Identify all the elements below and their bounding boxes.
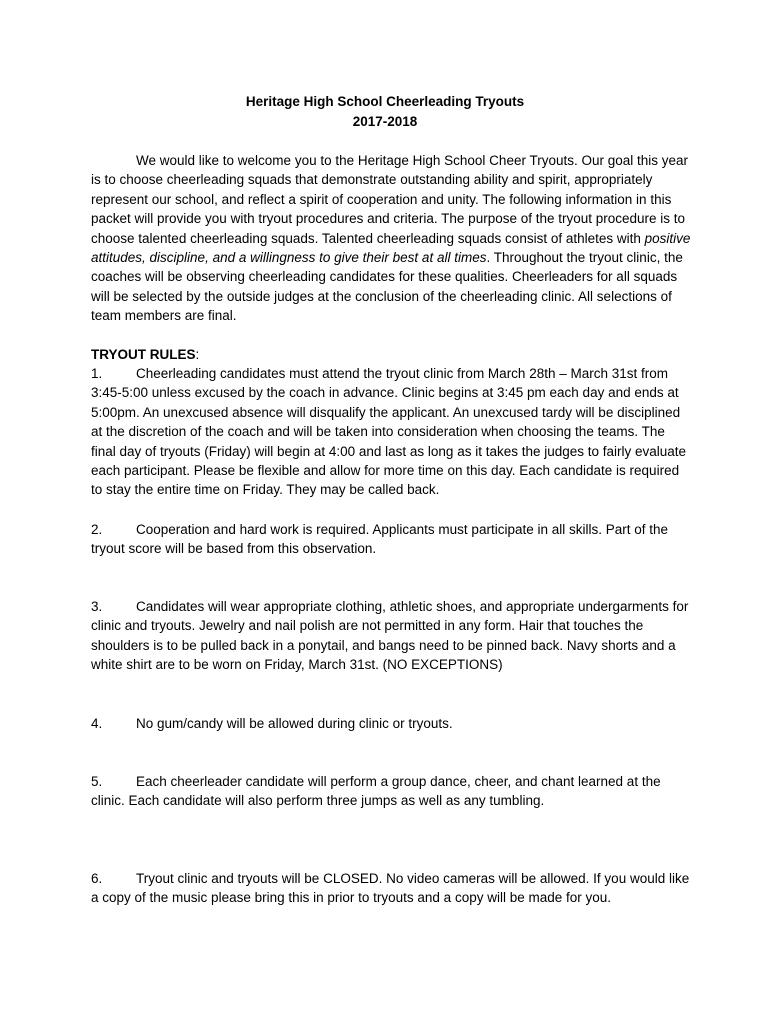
rule-text: Each cheerleader candidate will perform a group dance, cheer, and chant learned at the clinic. Each candidate will also perform three jumps as well as any tumbling. [91,774,661,809]
rules-heading [91,345,691,364]
rule-number: 4. [91,716,103,731]
rule-text: Cooperation and hard work is required. Applicants must participate in all skills. Part of the tryout score will be based from this observation. [91,522,669,557]
rule-number: 5. [91,774,103,789]
rule-item-3 [91,597,691,675]
intro-text-part1: We would like to welcome you to the Heritage High School Cheer Tryouts. Our goal this year is to choose cheerleading squads that demonstrate outstanding ability and spirit, appropriately represent our school, and reflect a spirit of cooperation and unity. The following information in this packet will provide you with tryout procedures and criteria. The purpose of the tryout procedure is to choose talented cheerleading squads. Talented cheerleading squads consist of athletes with [91,153,689,246]
rule-number: 6. [91,871,103,886]
rule-text: Tryout clinic and tryouts will be CLOSED. No video cameras will be allowed. If you would like a copy of the music please bring this in prior to tryouts and a copy will be made for you. [91,871,690,906]
rule-item-1 [91,364,691,500]
rule-number: 1. [91,366,103,381]
rule-number: 2. [91,522,103,537]
rule-text: Cheerleading candidates must attend the tryout clinic from March 28th – March 31st from 3:45-5:00 unless excused by the coach in advance. Clinic begins at 3:45 pm each day and ends at 5:00pm. An unexcused absence will disqualify the applicant. An unexcused tardy will be disciplined at the discretion of the coach and will be taken into consideration when choosing the teams. The final day of tryouts (Friday) will begin at 4:00 and last as long as it takes the judges to fairly evaluate each participant. Please be flexible and allow for more time on this day. Each candidate is required to stay the entire time on Friday. They may be called back. [91,366,687,498]
intro-text-italic: positive attitudes, discipline, and a willingness to give their best at all times [91,230,691,266]
rule-text: No gum/candy will be allowed during clinic or tryouts. [136,716,453,731]
rules-heading-text: TRYOUT RULES [91,347,196,362]
document-title: Heritage High School Cheerleading Tryouts [245,94,525,109]
rule-item-2 [91,520,691,559]
rules-heading-colon: : [195,347,200,362]
intro-text-part2: . Throughout the tryout clinic, the coaches will be observing cheerleading candidates for these qualities. Cheerleaders for all squads will be selected by the outside judges at the conclusion of the cheerleading clinic. All selections of team members are final. [91,250,683,324]
rule-item-4 [91,714,691,733]
rule-item-6 [91,869,691,908]
rule-item-5 [91,772,691,811]
rule-text: Candidates will wear appropriate clothing, athletic shoes, and appropriate undergarments for clinic and tryouts. Jewelry and nail polish are not permitted in any form. Hair that touches the shoulders is to be pulled back in a ponytail, and bangs need to be pinned back. Navy shorts and a white shirt are to be worn on Friday, March 31st. (NO EXCEPTIONS) [91,599,689,673]
rule-number: 3. [91,599,103,614]
intro-paragraph [91,151,691,326]
document-year: 2017-2018 [352,114,418,129]
